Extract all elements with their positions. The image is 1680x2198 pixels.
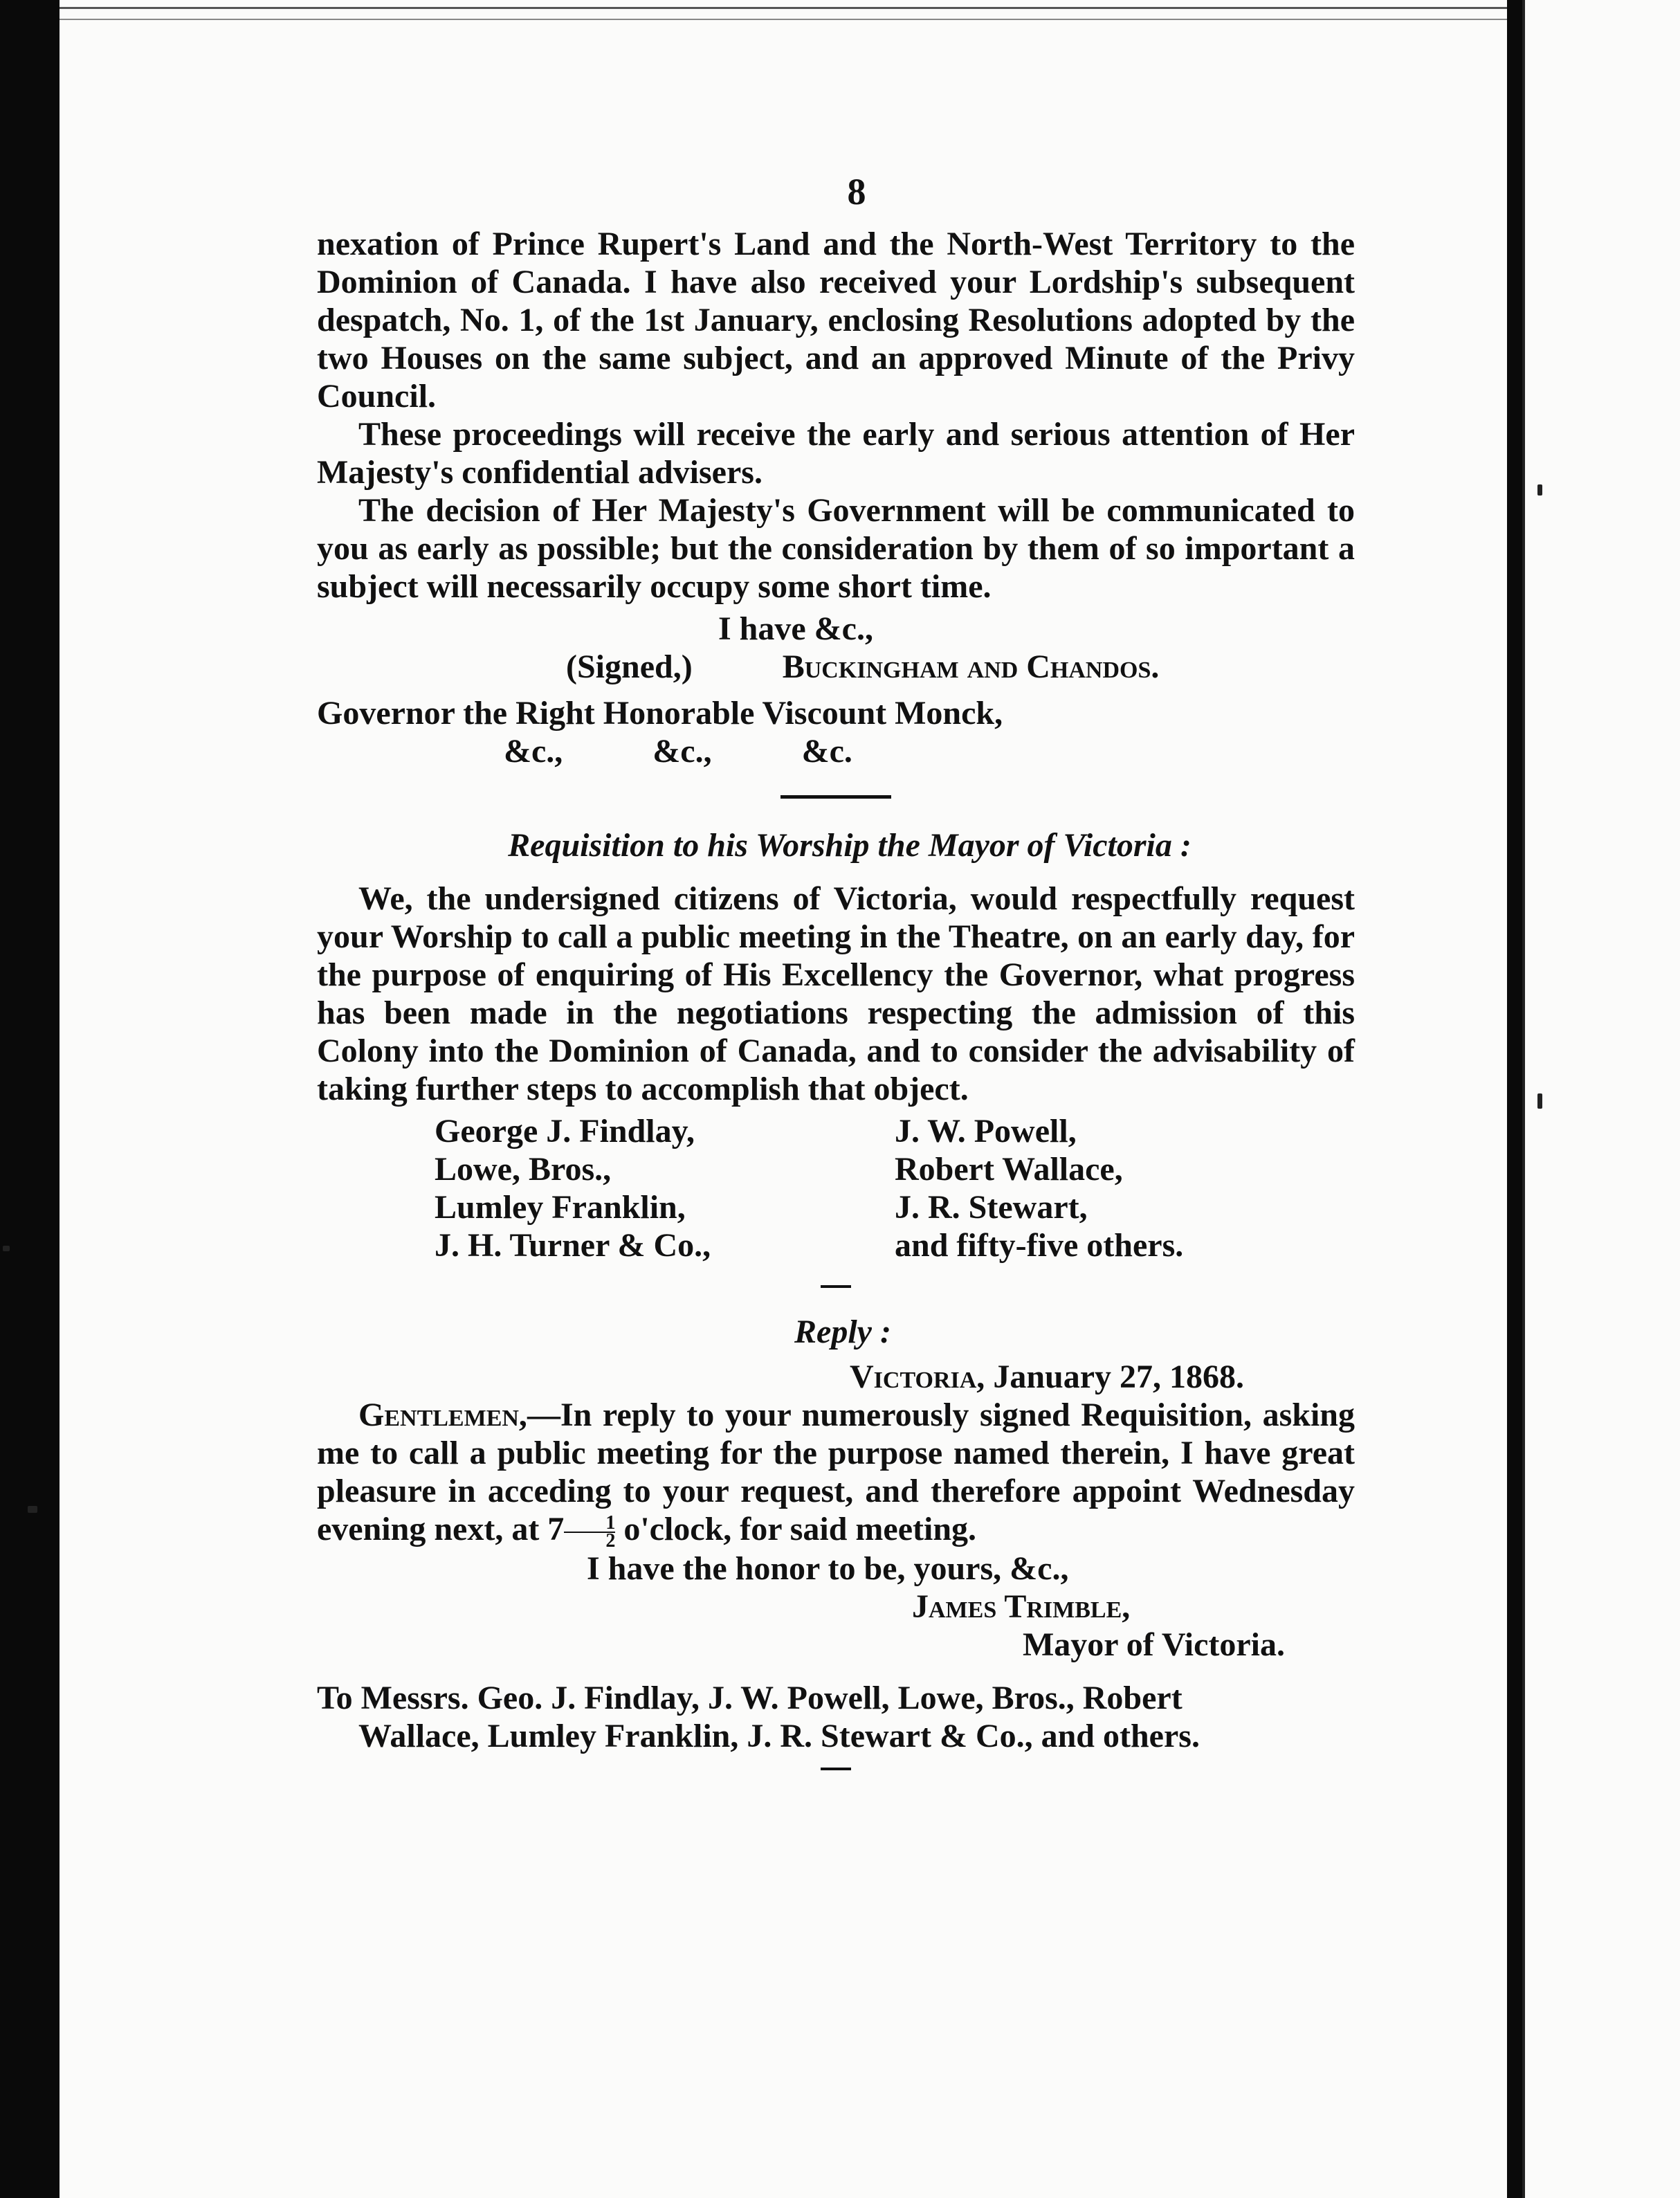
- signer: Lumley Franklin,: [435, 1189, 686, 1226]
- letter-closing: I have &c.,: [718, 610, 873, 647]
- etc-2: &c.,: [652, 733, 712, 770]
- short-divider: [821, 1285, 851, 1288]
- signer: Robert Wallace,: [895, 1151, 1123, 1188]
- binding-mark: [28, 1506, 37, 1513]
- page-top-edge: [60, 7, 1507, 20]
- requisition-body: We, the undersigned citizens of Victoria, would respectfully request your Worship to call a public meeting in the Theatre, on an early day, for the purpose of enquiring of His Excellency the Governor, what progress has been made in the negotiations respecting the admission of this Colony into the Dominion of Canada, and to consider the advisability of taking further steps to accomplish that object.: [317, 880, 1355, 1107]
- reply-signer-name: James Trimble,: [912, 1588, 1131, 1625]
- reply-body: [317, 1396, 1355, 1550]
- signers-left-column: [435, 1112, 895, 1264]
- signatory-name: Buckingham and Chandos.: [782, 648, 1160, 685]
- reply-recipients: [317, 1679, 1355, 1755]
- reply-heading: Reply :: [794, 1314, 891, 1350]
- reply-body-end: o'clock, for said meeting.: [615, 1511, 977, 1547]
- etc-3: &c.: [801, 733, 852, 770]
- binding-mark: [1537, 1093, 1542, 1109]
- signer: J. R. Stewart,: [895, 1189, 1088, 1226]
- facing-page-edge: [1522, 0, 1680, 2198]
- reply-body-text: —In reply to your numerously signed Requisition, asking me to call a public meeting for the purpose named therein, I have great pleasure in acceding to your request, and therefore appoint Wednesday evening next, at 7: [317, 1397, 1355, 1547]
- end-divider: [821, 1768, 851, 1770]
- fraction-denominator: 2: [605, 1529, 616, 1552]
- binding-mark: [3, 1246, 10, 1251]
- addressee-etc: [317, 732, 1355, 770]
- section-divider: [780, 795, 891, 799]
- reply-place: Victoria,: [850, 1359, 985, 1395]
- signer: J. H. Turner & Co.,: [435, 1227, 711, 1264]
- requisition-signers: [317, 1112, 1355, 1264]
- letter-signature: [317, 648, 1355, 686]
- signed-label: (Signed,): [566, 648, 693, 685]
- signer: Lowe, Bros.,: [435, 1151, 612, 1188]
- letter-paragraph-3: The decision of Her Majesty's Government will be communicated to you as early as possible; but the consideration by them of so important a subject will necessarily occupy some short time.: [317, 492, 1355, 605]
- reply-salutation: Gentlemen,: [358, 1397, 527, 1433]
- fraction-half: [564, 1511, 616, 1552]
- page-content: [317, 173, 1355, 1795]
- reply-signer-title: Mayor of Victoria.: [1023, 1626, 1286, 1663]
- reply-date: January 27, 1868.: [993, 1359, 1245, 1395]
- recipients-line-1: To Messrs. Geo. J. Findlay, J. W. Powell, Lowe, Bros., Robert: [317, 1679, 1183, 1716]
- signer: J. W. Powell,: [895, 1113, 1077, 1150]
- recipients-line-2: Wallace, Lumley Franklin, J. R. Stewart & Co., and others.: [358, 1717, 1200, 1754]
- reply-dateline: [317, 1358, 1355, 1396]
- etc-1: &c.,: [504, 733, 563, 770]
- letter-addressee: Governor the Right Honorable Viscount Monck,: [317, 695, 1003, 732]
- letter-paragraph-2: These proceedings will receive the early and serious attention of Her Majesty's confidential advisers.: [317, 416, 1355, 491]
- reply-closing: I have the honor to be, yours, &c.,: [587, 1550, 1069, 1587]
- signer: George J. Findlay,: [435, 1113, 695, 1150]
- page-number: 8: [847, 171, 866, 212]
- requisition-heading: Requisition to his Worship the Mayor of Victoria :: [508, 827, 1191, 864]
- fraction-numerator: 1: [564, 1515, 615, 1533]
- letter-paragraph-1: nexation of Prince Rupert's Land and the North-West Territory to the Dominion of Canada. I have also received your Lordship's subsequent despatch, No. 1, of the 1st January, enclosing Resolutions adopted by the two Houses on the same subject, and an approved Minute of the Privy Council.: [317, 226, 1355, 415]
- signer: and fifty-five others.: [895, 1227, 1184, 1264]
- signers-right-column: [895, 1112, 1355, 1264]
- binding-mark: [1537, 484, 1542, 496]
